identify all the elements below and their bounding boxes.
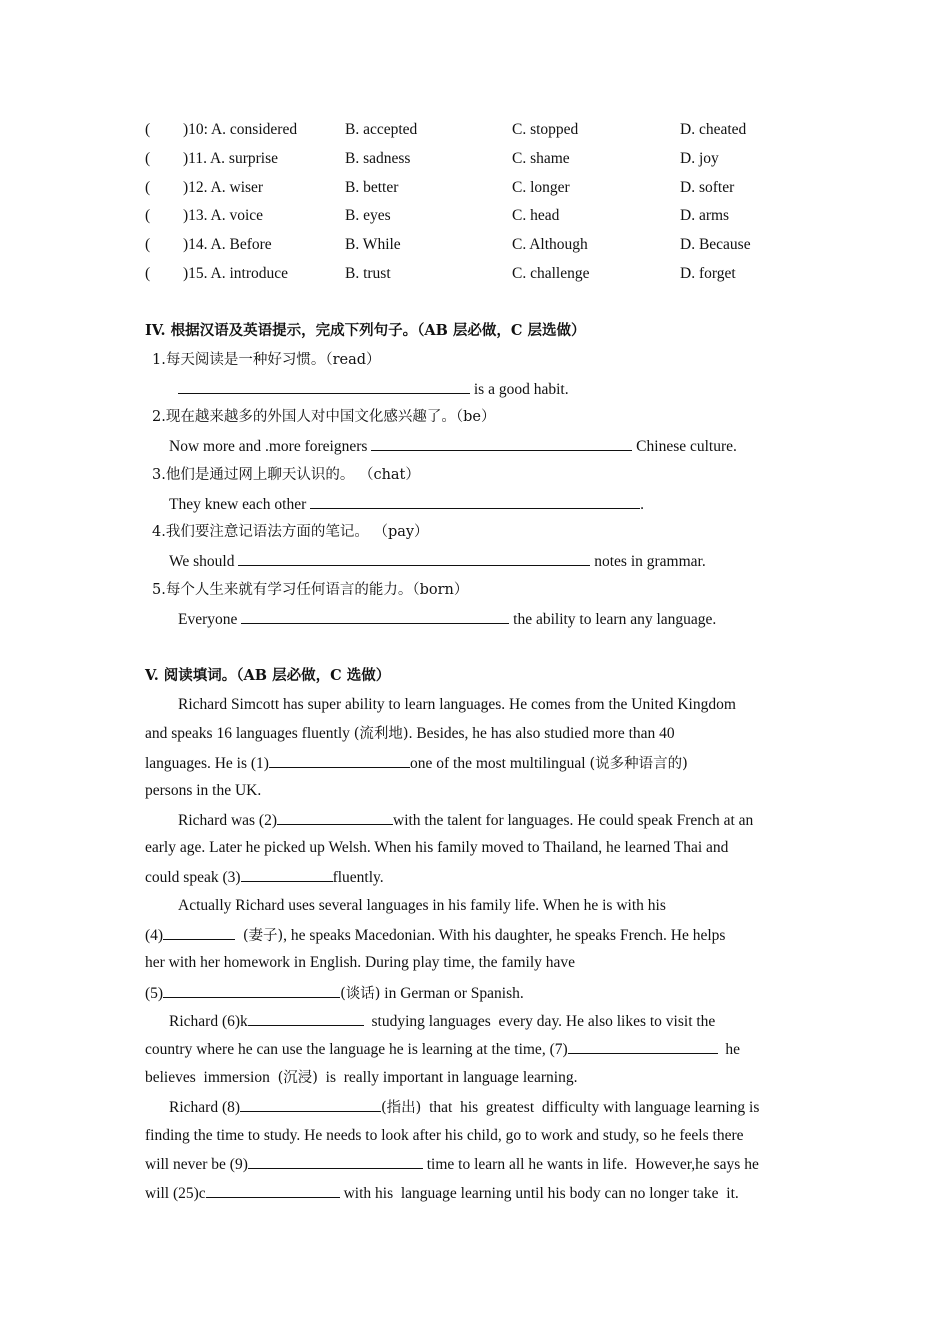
- answer-blank[interactable]: [240, 1096, 381, 1112]
- sentence-text: notes in grammar.: [590, 553, 706, 570]
- passage-text: country where he can use the language he is learning at the time, (7): [145, 1041, 568, 1058]
- passage-text: and speaks 16 languages fluently: [145, 725, 354, 742]
- answer-blank[interactable]: [310, 493, 640, 509]
- answer-paren: (: [145, 207, 151, 224]
- passage-line: [145, 723, 675, 745]
- option-d: D. cheated: [680, 121, 747, 138]
- passage-text: languages. He is (1): [145, 755, 269, 772]
- option-c: C. stopped: [512, 121, 579, 138]
- passage-text: with the talent for languages. He could speak French at an: [393, 812, 754, 829]
- passage-text: will (25)c: [145, 1185, 206, 1202]
- option-b: B. better: [345, 179, 399, 196]
- answer-blank[interactable]: [277, 809, 393, 825]
- passage-line: [145, 1067, 577, 1089]
- passage-text: time to learn all he wants in life. However,he says he: [422, 1156, 759, 1173]
- sentence-4: [169, 550, 706, 572]
- sentence-text: Now more and .more foreigners: [169, 438, 372, 455]
- sentence-text: is a good habit.: [470, 381, 569, 398]
- passage-text: in German or Spanish.: [380, 985, 524, 1002]
- passage-line: her with her homework in English. During play time, the family have: [145, 954, 576, 971]
- option-c: C. challenge: [512, 265, 590, 282]
- answer-blank[interactable]: [206, 1182, 340, 1198]
- answer-paren: (: [145, 121, 151, 138]
- chinese-gloss: (妻子): [242, 928, 284, 944]
- option-c: C. Although: [512, 236, 588, 253]
- answer-blank[interactable]: [371, 435, 632, 451]
- answer-blank[interactable]: [163, 924, 235, 940]
- option-c: C. head: [512, 207, 560, 224]
- passage-text: , he speaks Macedonian. With his daughter, he speaks French. He helps: [283, 927, 726, 944]
- sentence-text: They knew each other: [169, 496, 311, 513]
- sentence-5-prompt: 5.每个人生来就有学习任何语言的能力。（born）: [152, 582, 469, 598]
- sentence-3: [169, 493, 644, 515]
- chinese-gloss: (流利地): [353, 726, 409, 742]
- passage-line: finding the time to study. He needs to look after his child, go to work and study, so he feels there: [145, 1127, 744, 1144]
- passage-text: (5): [145, 985, 164, 1002]
- option-d: D. Because: [680, 236, 751, 253]
- sentence-text: .: [640, 496, 645, 513]
- answer-blank[interactable]: [238, 550, 590, 566]
- option-b: B. accepted: [345, 121, 418, 138]
- answer-blank[interactable]: [248, 1153, 423, 1169]
- passage-line: persons in the UK.: [145, 782, 262, 799]
- option-a: )11. A. surprise: [183, 150, 278, 167]
- sentence-text: We should: [169, 553, 239, 570]
- sentence-1: [178, 378, 569, 400]
- passage-line: [145, 924, 725, 946]
- passage-line: [145, 1153, 759, 1175]
- passage-text: will never be (9): [145, 1156, 248, 1173]
- chinese-gloss: (指出): [381, 1100, 422, 1116]
- passage-text: with his language learning until his body can no longer take it.: [339, 1185, 739, 1202]
- answer-paren: (: [145, 236, 151, 253]
- sentence-3-prompt: 3.他们是通过网上聊天认识的。 （chat）: [152, 467, 420, 483]
- sentence-2-prompt: 2.现在越来越多的外国人对中国文化感兴趣了。（be）: [152, 409, 496, 425]
- passage-text: Richard (8): [169, 1099, 241, 1116]
- passage-text: [235, 927, 243, 944]
- passage-line: [178, 809, 753, 831]
- option-b: B. sadness: [345, 150, 411, 167]
- passage-text: one of the most multilingual: [409, 755, 590, 772]
- passage-text: is really important in language learning.: [317, 1069, 578, 1086]
- passage-text: he: [717, 1041, 741, 1058]
- section-4-heading: IV. 根据汉语及英语提示，完成下列句子。（AB 层必做，C 层选做）: [145, 322, 586, 339]
- passage-text: Richard was (2): [178, 812, 277, 829]
- option-b: B. trust: [345, 265, 391, 282]
- option-a: )15. A. introduce: [183, 265, 289, 282]
- answer-blank[interactable]: [269, 752, 410, 768]
- option-c: C. longer: [512, 179, 570, 196]
- passage-text: could speak (3): [145, 869, 241, 886]
- answer-blank[interactable]: [163, 982, 340, 998]
- option-b: B. While: [345, 236, 401, 253]
- option-d: D. softer: [680, 179, 735, 196]
- chinese-gloss: (说多种语言的): [589, 756, 688, 772]
- answer-paren: (: [145, 150, 151, 167]
- option-b: B. eyes: [345, 207, 391, 224]
- passage-text: believes immersion: [145, 1069, 278, 1086]
- passage-text: (4): [145, 927, 164, 944]
- answer-blank[interactable]: [248, 1010, 364, 1026]
- passage-line: [145, 1038, 740, 1060]
- passage-text: studying languages every day. He also likes to visit the: [363, 1013, 716, 1030]
- sentence-1-prompt: 1.每天阅读是一种好习惯。（read）: [152, 352, 381, 368]
- option-d: D. forget: [680, 265, 736, 282]
- sentence-text: Chinese culture.: [632, 438, 737, 455]
- section-5-heading: V. 阅读填词。（AB 层必做，C 选做）: [145, 667, 391, 684]
- passage-line: [145, 982, 524, 1004]
- passage-text: . Besides, he has also studied more than 40: [408, 725, 675, 742]
- answer-paren: (: [145, 179, 151, 196]
- passage-line: [145, 866, 384, 888]
- sentence-4-prompt: 4.我们要注意记语法方面的笔记。 （pay）: [152, 524, 429, 540]
- option-d: D. arms: [680, 207, 730, 224]
- answer-blank[interactable]: [568, 1038, 718, 1054]
- passage-line: [169, 1096, 759, 1118]
- passage-text: fluently.: [332, 869, 384, 886]
- sentence-2: [169, 435, 737, 457]
- passage-line: [169, 1010, 715, 1032]
- option-d: D. joy: [680, 150, 719, 167]
- sentence-text: Everyone: [178, 611, 242, 628]
- answer-blank[interactable]: [241, 866, 333, 882]
- passage-line: [145, 752, 688, 774]
- passage-line: Richard Simcott has super ability to learn languages. He comes from the United Kingdom: [178, 696, 736, 713]
- chinese-gloss: (沉浸): [277, 1070, 318, 1086]
- passage-text: that his greatest difficulty with language learning is: [421, 1099, 760, 1116]
- answer-blank[interactable]: [178, 378, 470, 394]
- passage-text: Richard (6)k: [169, 1013, 248, 1030]
- chinese-gloss: (谈话): [340, 986, 381, 1002]
- answer-blank[interactable]: [241, 608, 509, 624]
- option-a: )13. A. voice: [183, 207, 264, 224]
- option-a: )14. A. Before: [183, 236, 272, 253]
- passage-line: [145, 1182, 739, 1204]
- passage-line: Actually Richard uses several languages in his family life. When he is with his: [178, 897, 666, 914]
- option-a: )12. A. wiser: [183, 179, 264, 196]
- sentence-5: [178, 608, 716, 630]
- option-a: )10: A. considered: [183, 121, 298, 138]
- option-c: C. shame: [512, 150, 570, 167]
- answer-paren: (: [145, 265, 151, 282]
- sentence-text: the ability to learn any language.: [509, 611, 717, 628]
- passage-line: early age. Later he picked up Welsh. When his family moved to Thailand, he learned Thai and: [145, 839, 729, 856]
